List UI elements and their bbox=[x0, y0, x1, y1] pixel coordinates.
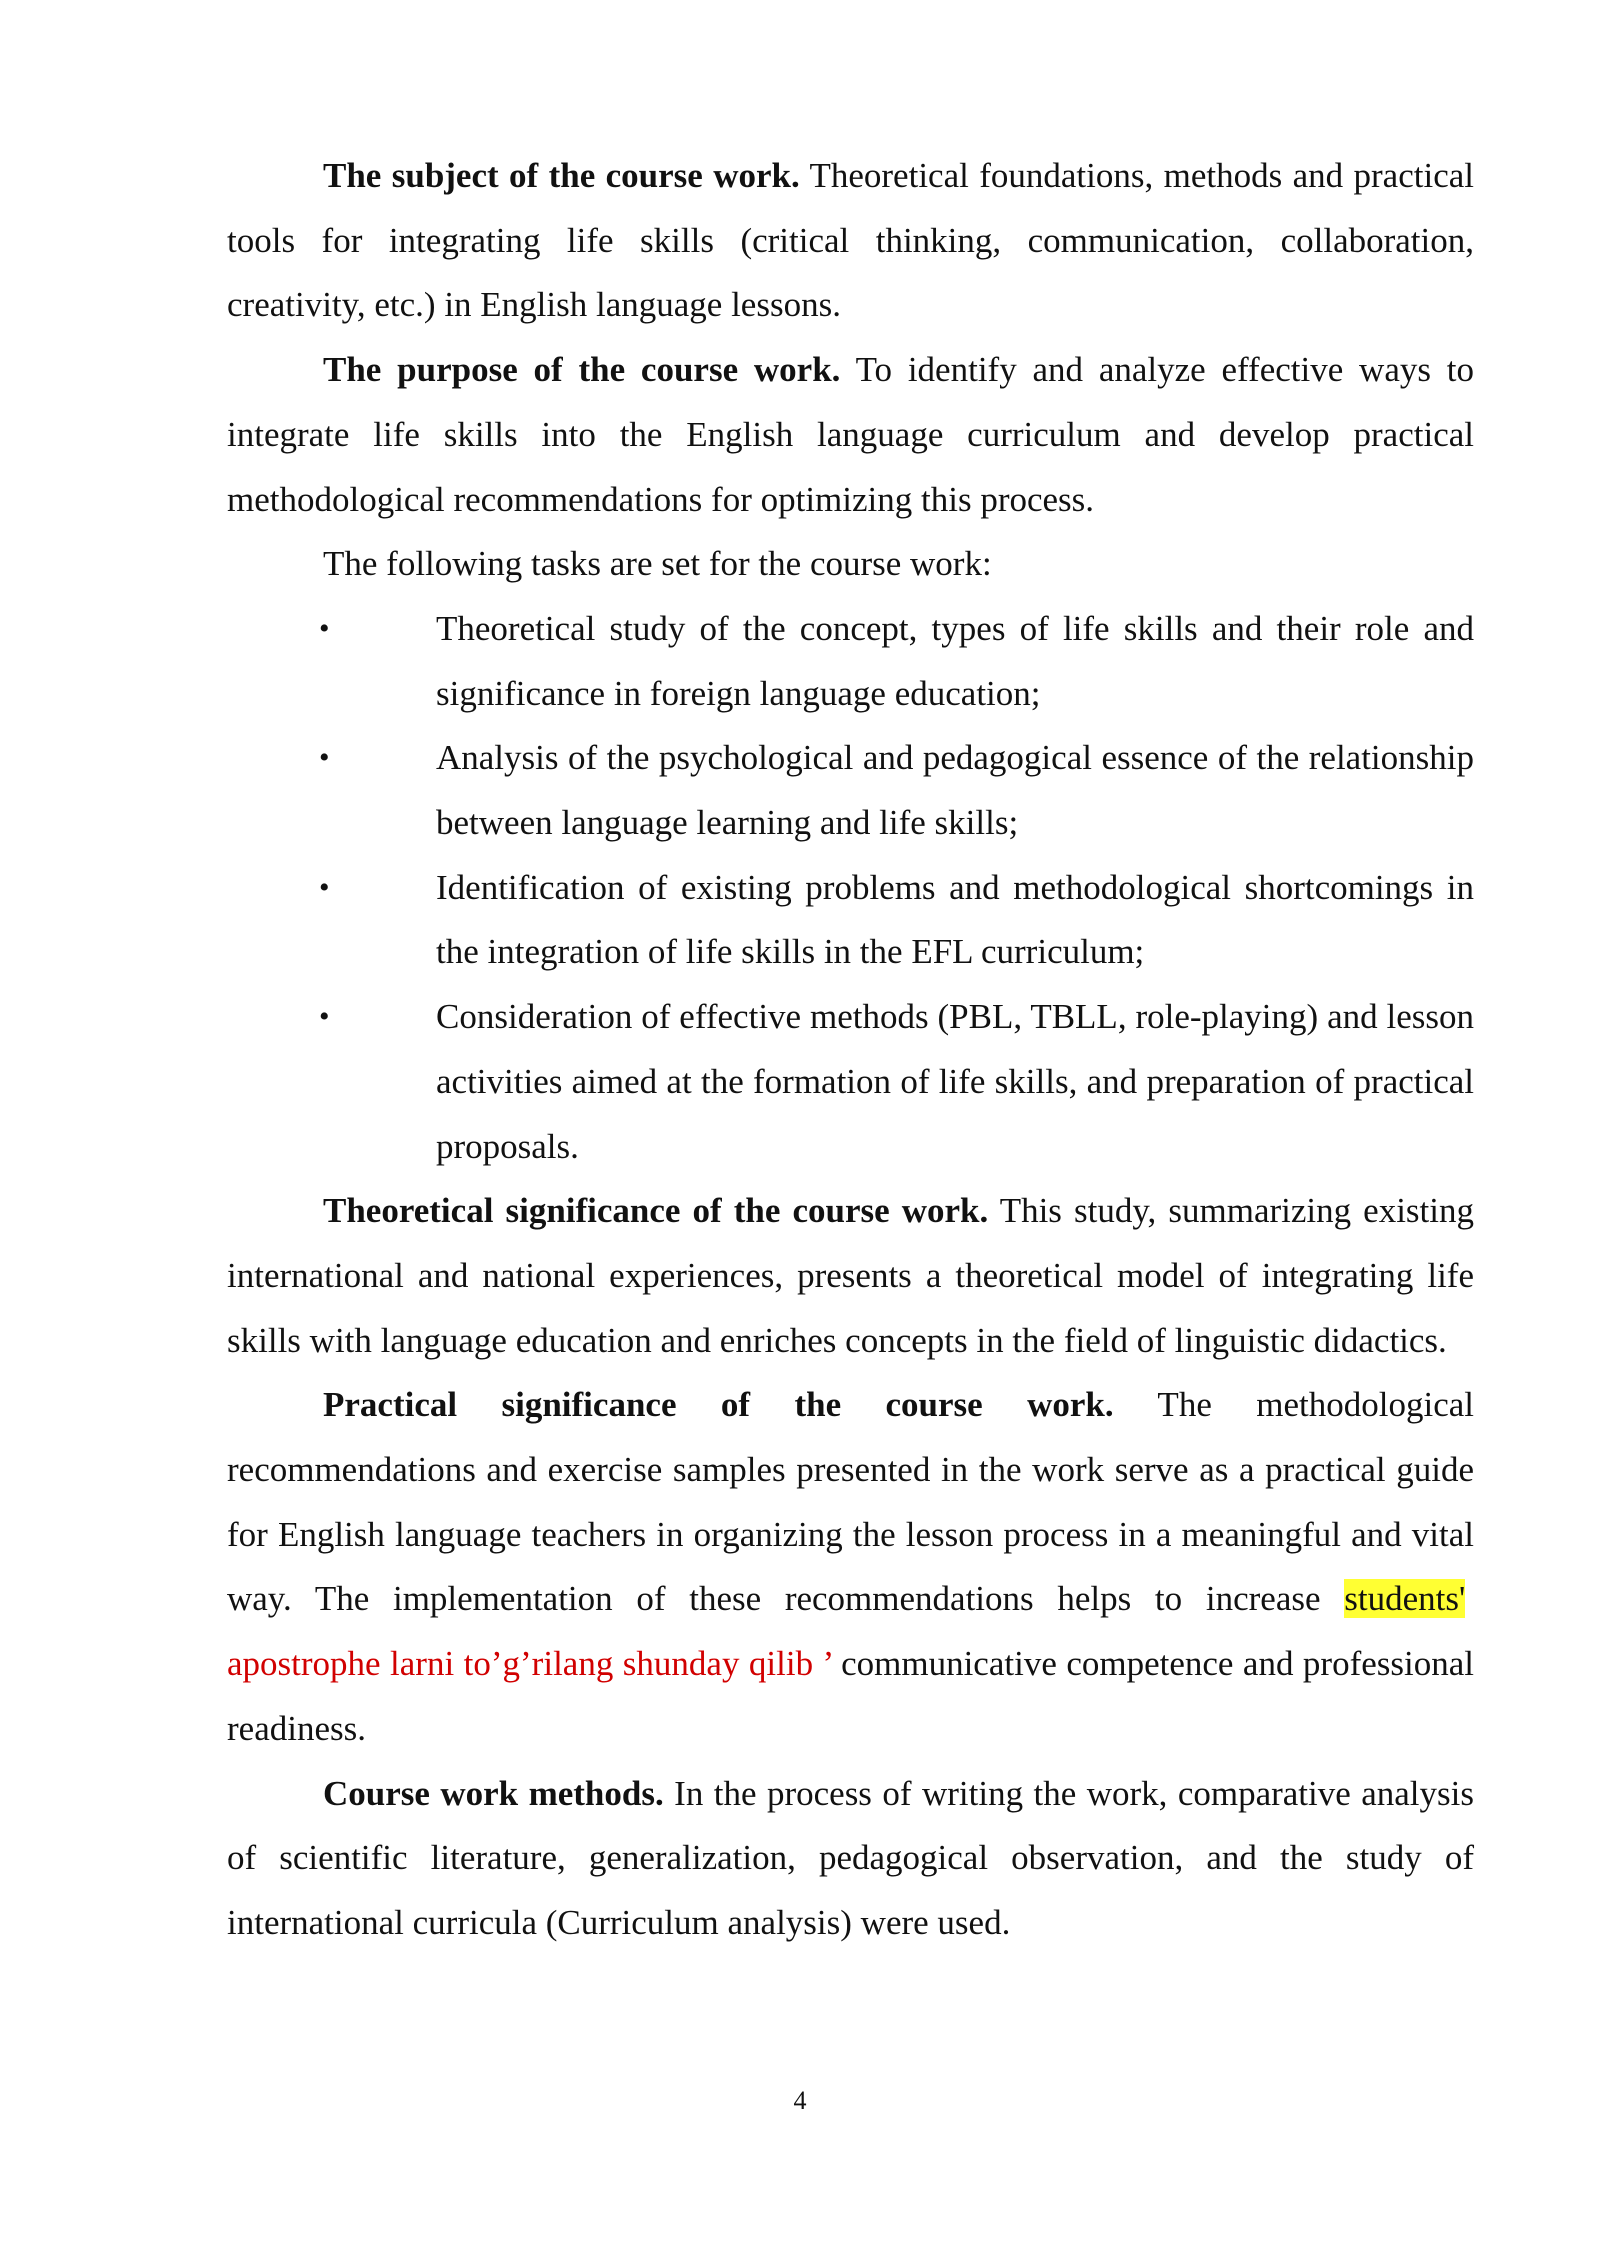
purpose-paragraph bbox=[227, 338, 1474, 532]
highlighted-word: students' bbox=[1344, 1579, 1466, 1619]
purpose-text: To identify and analyze effective ways to integrate life skills into the English language curriculum and develop practical methodological recommendations for optimizing this process. bbox=[227, 350, 1474, 519]
theoretical-heading: Theoretical significance of the course work. bbox=[323, 1191, 989, 1231]
page-number: 4 bbox=[793, 2086, 807, 2115]
list-item bbox=[227, 985, 1474, 1179]
bullet-icon: • bbox=[319, 870, 330, 904]
practical-text-after: communicative competence and professional readiness. bbox=[227, 1644, 1474, 1748]
purpose-heading: The purpose of the course work. bbox=[323, 350, 841, 390]
bullet-icon: • bbox=[319, 1000, 330, 1034]
theoretical-text: This study, summarizing existing international and national experiences, presents a theoretical model of integrating life skills with language education and enriches concepts in the field of linguistic didactics. bbox=[227, 1191, 1475, 1360]
practical-heading: Practical significance of the course work. bbox=[323, 1385, 1114, 1425]
list-item bbox=[227, 856, 1474, 985]
theoretical-paragraph bbox=[227, 1179, 1474, 1373]
task-text: Analysis of the psychological and pedagogical essence of the relationship between language learning and life skills; bbox=[436, 738, 1474, 843]
bullet-icon: • bbox=[319, 611, 330, 645]
task-text: Identification of existing problems and methodological shortcomings in the integration of life skills in the EFL curriculum; bbox=[436, 867, 1474, 972]
list-item bbox=[227, 597, 1474, 726]
methods-text: In the process of writing the work, comparative analysis of scientific literature, generalization, pedagogical observation, and the study of international curricula (Curriculum analysis) were used. bbox=[227, 1773, 1474, 1942]
practical-paragraph bbox=[227, 1373, 1474, 1761]
subject-heading: The subject of the course work. bbox=[323, 156, 800, 195]
editor-note: apostrophe larni to’g’rilang shunday qilib ’ bbox=[227, 1644, 832, 1684]
list-item bbox=[227, 726, 1474, 855]
bullet-icon: • bbox=[319, 741, 330, 775]
practical-text-before: The methodological recommendations and exercise samples presented in the work serve as a practical guide for English language teachers in organizing the lesson process in a meaningful and vital way. The implementation of these recommendations helps to increase bbox=[227, 1385, 1474, 1619]
methods-heading: Course work methods. bbox=[323, 1773, 664, 1813]
subject-paragraph bbox=[227, 144, 1474, 338]
task-text: Theoretical study of the concept, types of life skills and their role and significance in foreign language education; bbox=[436, 608, 1474, 713]
subject-text: Theoretical foundations, methods and practical tools for integrating life skills (critical thinking, communication, collaboration, creativity, etc.) in English language lessons. bbox=[227, 156, 1474, 325]
tasks-intro: The following tasks are set for the course work: bbox=[323, 544, 992, 584]
tasks-list bbox=[227, 597, 1474, 1179]
methods-paragraph bbox=[227, 1762, 1474, 1956]
task-text: Consideration of effective methods (PBL, TBLL, role-playing) and lesson activities aimed at the formation of life skills, and preparation of practical proposals. bbox=[436, 997, 1474, 1166]
page-content bbox=[227, 144, 1474, 1956]
